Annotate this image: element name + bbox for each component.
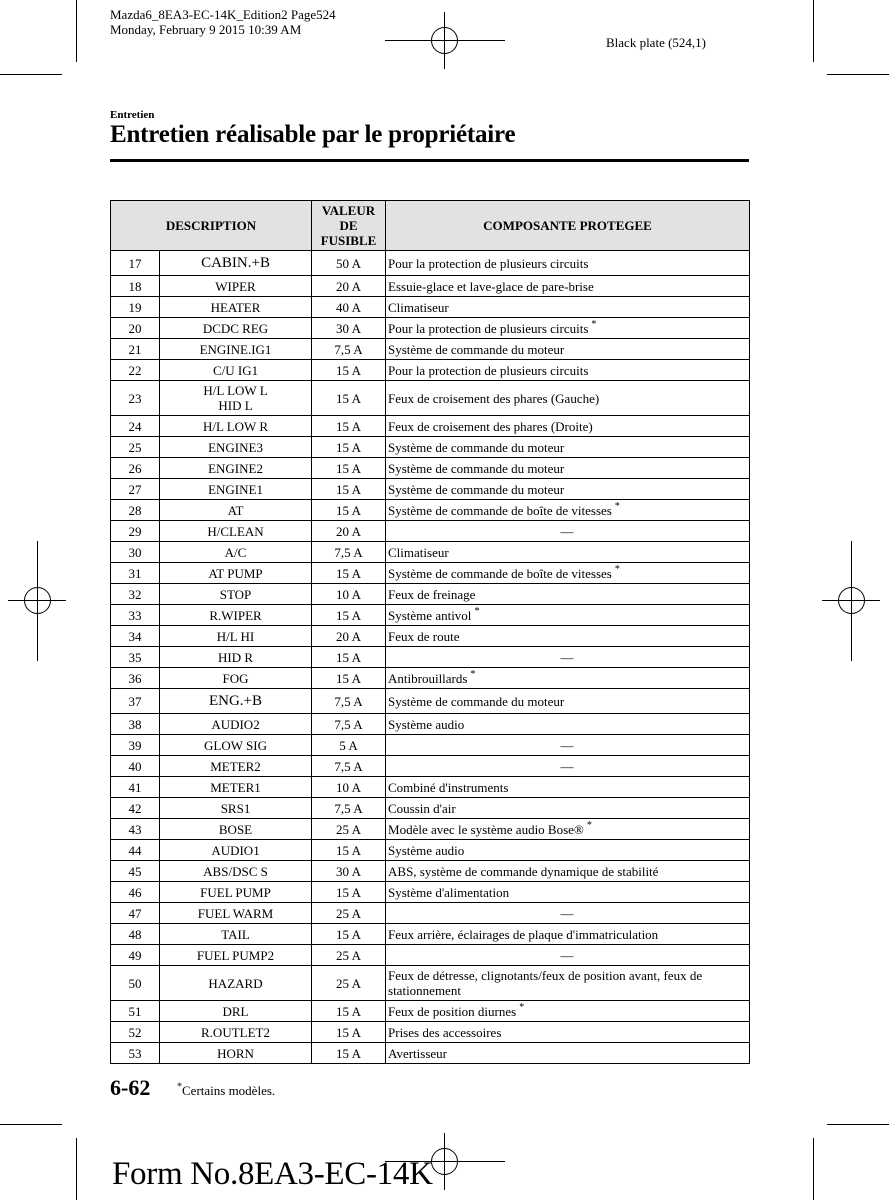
table-row bbox=[111, 689, 750, 714]
fuse-number-cell: 45 bbox=[111, 861, 160, 882]
fuse-value-cell: 7,5 A bbox=[312, 714, 386, 735]
table-row bbox=[111, 735, 750, 756]
protected-component-text: Avertisseur bbox=[388, 1045, 447, 1061]
fuse-description-cell bbox=[160, 668, 312, 689]
fuse-value-cell: 15 A bbox=[312, 882, 386, 903]
table-row bbox=[111, 251, 750, 276]
fuse-value-cell: 7,5 A bbox=[312, 756, 386, 777]
plate-label: Black plate (524,1) bbox=[606, 35, 706, 50]
protected-component-text: Système audio bbox=[388, 716, 465, 732]
fuse-description-cell bbox=[160, 903, 312, 924]
protected-component-cell bbox=[386, 416, 750, 437]
fuse-description-cell bbox=[160, 542, 312, 563]
fuse-value-cell: 10 A bbox=[312, 584, 386, 605]
protected-component-cell bbox=[386, 251, 750, 276]
fuse-number-cell: 44 bbox=[111, 840, 160, 861]
protected-component-text: Modèle avec le système audio Bose® bbox=[388, 821, 584, 837]
fuse-description-cell bbox=[160, 714, 312, 735]
fuse-value-cell: 15 A bbox=[312, 668, 386, 689]
fuse-number-cell: 25 bbox=[111, 437, 160, 458]
fuse-description-cell bbox=[160, 735, 312, 756]
protected-component-cell bbox=[386, 318, 750, 339]
table-row bbox=[111, 714, 750, 735]
fuse-number-cell: 31 bbox=[111, 563, 160, 584]
protected-component-text: Pour la protection de plusieurs circuits bbox=[388, 255, 589, 271]
protected-component-cell bbox=[386, 861, 750, 882]
fuse-number-cell: 23 bbox=[111, 381, 160, 416]
fuse-number-cell: 20 bbox=[111, 318, 160, 339]
table-row bbox=[111, 903, 750, 924]
fuse-description-line: R.OUTLET2 bbox=[201, 1024, 270, 1040]
protected-component-cell bbox=[386, 777, 750, 798]
fuse-description-line: H/L LOW L bbox=[203, 383, 268, 398]
protected-component-cell bbox=[386, 1001, 750, 1022]
protected-component-cell bbox=[386, 297, 750, 318]
table-row bbox=[111, 966, 750, 1001]
some-models-asterisk: * bbox=[586, 820, 592, 832]
fuse-description-cell bbox=[160, 605, 312, 626]
protected-component-cell bbox=[386, 458, 750, 479]
fuse-description-cell bbox=[160, 1043, 312, 1064]
header-component: COMPOSANTE PROTEGEE bbox=[386, 201, 750, 251]
table-row bbox=[111, 945, 750, 966]
protected-component-text: Essuie-glace et lave-glace de pare-brise bbox=[388, 278, 594, 294]
fuse-value-cell: 10 A bbox=[312, 777, 386, 798]
fuse-number-cell: 34 bbox=[111, 626, 160, 647]
header-description: DESCRIPTION bbox=[111, 201, 312, 251]
fuse-description-cell bbox=[160, 840, 312, 861]
protected-component-cell bbox=[386, 668, 750, 689]
fuse-description-cell bbox=[160, 297, 312, 318]
header-fuse-value-line: FUSIBLE bbox=[320, 233, 377, 248]
table-row bbox=[111, 437, 750, 458]
protected-component-cell bbox=[386, 605, 750, 626]
protected-component-text: Coussin d'air bbox=[388, 800, 456, 816]
not-applicable-dash: — bbox=[560, 737, 574, 753]
table-row bbox=[111, 1001, 750, 1022]
fuse-description-cell bbox=[160, 882, 312, 903]
fuse-description-line: ENG.+B bbox=[208, 692, 263, 709]
table-row bbox=[111, 479, 750, 500]
fuse-number-cell: 53 bbox=[111, 1043, 160, 1064]
fuse-value-cell: 30 A bbox=[312, 318, 386, 339]
table-row bbox=[111, 542, 750, 563]
protected-component-cell bbox=[386, 339, 750, 360]
fuse-description-line: A/C bbox=[224, 544, 247, 560]
protected-component-cell bbox=[386, 542, 750, 563]
fuse-description-cell bbox=[160, 318, 312, 339]
table-row bbox=[111, 777, 750, 798]
fuse-number-cell: 28 bbox=[111, 500, 160, 521]
fuse-description-cell bbox=[160, 458, 312, 479]
fuse-description-line: H/CLEAN bbox=[207, 523, 264, 539]
table-row bbox=[111, 500, 750, 521]
table-row bbox=[111, 1022, 750, 1043]
print-job-filename: Mazda6_8EA3-EC-14K_Edition2 Page524 bbox=[110, 7, 336, 22]
fuse-description-cell bbox=[160, 437, 312, 458]
fuse-description-cell bbox=[160, 416, 312, 437]
footnote-asterisk: * bbox=[177, 1081, 182, 1093]
fuse-description-line: FOG bbox=[222, 670, 249, 686]
table-row bbox=[111, 416, 750, 437]
protected-component-text: Système de commande du moteur bbox=[388, 693, 565, 709]
some-models-asterisk: * bbox=[519, 1002, 525, 1014]
table-row bbox=[111, 1043, 750, 1064]
table-row bbox=[111, 756, 750, 777]
fuse-value-cell: 15 A bbox=[312, 1022, 386, 1043]
protected-component-text: Feux de croisement des phares (Gauche) bbox=[388, 390, 600, 406]
fuse-number-cell: 21 bbox=[111, 339, 160, 360]
header-fuse-value-line: VALEUR bbox=[321, 203, 376, 218]
fuse-number-cell: 38 bbox=[111, 714, 160, 735]
fuse-number-cell: 48 bbox=[111, 924, 160, 945]
fuse-description-cell bbox=[160, 563, 312, 584]
protected-component-text: Système de commande du moteur bbox=[388, 341, 565, 357]
fuse-description-line: ENGINE3 bbox=[208, 439, 263, 455]
fuse-number-cell: 30 bbox=[111, 542, 160, 563]
protected-component-cell bbox=[386, 479, 750, 500]
fuse-value-cell: 15 A bbox=[312, 437, 386, 458]
fuse-description-line: AUDIO1 bbox=[211, 842, 260, 858]
fuse-number-cell: 50 bbox=[111, 966, 160, 1001]
fuse-table bbox=[110, 200, 750, 1064]
protected-component-cell bbox=[386, 1022, 750, 1043]
protected-component-cell bbox=[386, 584, 750, 605]
fuse-description-cell bbox=[160, 966, 312, 1001]
fuse-value-cell: 15 A bbox=[312, 458, 386, 479]
table-row bbox=[111, 626, 750, 647]
fuse-description-cell bbox=[160, 626, 312, 647]
fuse-description-line: ABS/DSC S bbox=[203, 863, 268, 879]
table-row bbox=[111, 668, 750, 689]
fuse-description-line: METER2 bbox=[210, 758, 261, 774]
fuse-description-line: METER1 bbox=[210, 779, 261, 795]
protected-component-cell bbox=[386, 437, 750, 458]
protected-component-text: Feux de position diurnes bbox=[388, 1003, 517, 1019]
fuse-description-line: C/U IG1 bbox=[212, 362, 259, 378]
table-row bbox=[111, 861, 750, 882]
fuse-description-cell bbox=[160, 381, 312, 416]
fuse-description-cell bbox=[160, 647, 312, 668]
protected-component-cell bbox=[386, 626, 750, 647]
fuse-value-cell: 15 A bbox=[312, 381, 386, 416]
fuse-description-line: R.WIPER bbox=[209, 607, 262, 623]
table-row bbox=[111, 339, 750, 360]
fuse-number-cell: 43 bbox=[111, 819, 160, 840]
protected-component-text: Prises des accessoires bbox=[388, 1024, 502, 1040]
fuse-description-line: HAZARD bbox=[208, 975, 263, 991]
not-applicable-dash: — bbox=[560, 905, 574, 921]
protected-component-text: Combiné d'instruments bbox=[388, 779, 509, 795]
fuse-value-cell: 20 A bbox=[312, 626, 386, 647]
fuse-value-cell: 20 A bbox=[312, 276, 386, 297]
fuse-number-cell: 33 bbox=[111, 605, 160, 626]
fuse-description-cell bbox=[160, 945, 312, 966]
fuse-description-cell bbox=[160, 689, 312, 714]
fuse-value-cell: 15 A bbox=[312, 1001, 386, 1022]
section-label: Entretien bbox=[110, 109, 155, 121]
table-row bbox=[111, 458, 750, 479]
protected-component-cell bbox=[386, 563, 750, 584]
protected-component-text: Pour la protection de plusieurs circuits bbox=[388, 320, 589, 336]
fuse-description-line: FUEL WARM bbox=[197, 905, 274, 921]
not-applicable-dash: — bbox=[560, 947, 574, 963]
table-row bbox=[111, 360, 750, 381]
table-row bbox=[111, 584, 750, 605]
fuse-description-cell bbox=[160, 584, 312, 605]
fuse-description-cell bbox=[160, 861, 312, 882]
fuse-description-line: H/L HI bbox=[216, 628, 255, 644]
fuse-description-line: AUDIO2 bbox=[211, 716, 260, 732]
print-job-timestamp: Monday, February 9 2015 10:39 AM bbox=[110, 22, 302, 37]
protected-component-cell bbox=[386, 903, 750, 924]
page-number: 6-62 bbox=[110, 1075, 151, 1100]
protected-component-text: Antibrouillards bbox=[388, 670, 468, 686]
protected-component-cell bbox=[386, 521, 750, 542]
form-number: Form No.8EA3-EC-14K bbox=[112, 1156, 433, 1192]
fuse-number-cell: 40 bbox=[111, 756, 160, 777]
fuse-value-cell: 7,5 A bbox=[312, 689, 386, 714]
fuse-description-line: FUEL PUMP bbox=[200, 884, 271, 900]
protected-component-cell bbox=[386, 735, 750, 756]
table-body bbox=[111, 251, 750, 1064]
fuse-value-cell: 5 A bbox=[312, 735, 386, 756]
fuse-value-cell: 30 A bbox=[312, 861, 386, 882]
table-row bbox=[111, 924, 750, 945]
fuse-description-cell bbox=[160, 819, 312, 840]
fuse-number-cell: 52 bbox=[111, 1022, 160, 1043]
protected-component-text: Système de commande du moteur bbox=[388, 481, 565, 497]
protected-component-text: Système d'alimentation bbox=[388, 884, 510, 900]
protected-component-cell bbox=[386, 966, 750, 1001]
fuse-description-line: TAIL bbox=[221, 926, 250, 942]
protected-component-cell bbox=[386, 840, 750, 861]
protected-component-cell bbox=[386, 882, 750, 903]
some-models-asterisk: * bbox=[474, 606, 480, 618]
protected-component-text: Système de commande du moteur bbox=[388, 460, 565, 476]
table-header-row bbox=[111, 201, 750, 251]
not-applicable-dash: — bbox=[560, 649, 574, 665]
fuse-value-cell: 50 A bbox=[312, 251, 386, 276]
fuse-description-cell bbox=[160, 756, 312, 777]
fuse-description-line: HORN bbox=[217, 1045, 254, 1061]
protected-component-text: Climatiseur bbox=[388, 544, 449, 560]
fuse-description-line: AT bbox=[227, 502, 244, 518]
protected-component-cell bbox=[386, 276, 750, 297]
protected-component-cell bbox=[386, 798, 750, 819]
table-row bbox=[111, 318, 750, 339]
protected-component-text: Pour la protection de plusieurs circuits bbox=[388, 362, 589, 378]
fuse-number-cell: 47 bbox=[111, 903, 160, 924]
some-models-asterisk: * bbox=[614, 564, 620, 576]
fuse-description-cell bbox=[160, 251, 312, 276]
fuse-description-line: H/L LOW R bbox=[203, 418, 268, 434]
fuse-value-cell: 20 A bbox=[312, 521, 386, 542]
fuse-value-cell: 15 A bbox=[312, 416, 386, 437]
fuse-description-line: HID L bbox=[218, 398, 253, 413]
protected-component-cell bbox=[386, 381, 750, 416]
fuse-description-cell bbox=[160, 1001, 312, 1022]
fuse-number-cell: 32 bbox=[111, 584, 160, 605]
some-models-asterisk: * bbox=[591, 319, 597, 331]
fuse-description-cell bbox=[160, 924, 312, 945]
protected-component-cell bbox=[386, 1043, 750, 1064]
fuse-number-cell: 26 bbox=[111, 458, 160, 479]
fuse-value-cell: 15 A bbox=[312, 924, 386, 945]
fuse-value-cell: 15 A bbox=[312, 479, 386, 500]
table-row bbox=[111, 647, 750, 668]
fuse-value-cell: 15 A bbox=[312, 563, 386, 584]
fuse-number-cell: 36 bbox=[111, 668, 160, 689]
fuse-number-cell: 27 bbox=[111, 479, 160, 500]
fuse-description-line: BOSE bbox=[218, 821, 253, 837]
fuse-description-line: ENGINE1 bbox=[208, 481, 263, 497]
protected-component-text: Système de commande du moteur bbox=[388, 439, 565, 455]
protected-component-text: Feux de croisement des phares (Droite) bbox=[388, 418, 593, 434]
fuse-description-line: AT PUMP bbox=[208, 565, 263, 581]
protected-component-text: Feux de route bbox=[388, 628, 460, 644]
fuse-number-cell: 42 bbox=[111, 798, 160, 819]
fuse-number-cell: 41 bbox=[111, 777, 160, 798]
fuse-number-cell: 19 bbox=[111, 297, 160, 318]
footnote bbox=[177, 1083, 275, 1099]
fuse-description-line: CABIN.+B bbox=[201, 254, 270, 271]
fuse-description-cell bbox=[160, 1022, 312, 1043]
fuse-value-cell: 15 A bbox=[312, 840, 386, 861]
fuse-description-line: ENGINE2 bbox=[208, 460, 263, 476]
fuse-description-line: HEATER bbox=[210, 299, 261, 315]
fuse-description-cell bbox=[160, 500, 312, 521]
protected-component-text: Climatiseur bbox=[388, 299, 449, 315]
protected-component-text: Système audio bbox=[388, 842, 465, 858]
fuse-value-cell: 25 A bbox=[312, 819, 386, 840]
fuse-description-line: WIPER bbox=[215, 278, 256, 294]
fuse-description-line: FUEL PUMP2 bbox=[196, 947, 275, 963]
header-fuse-value-line: DE bbox=[339, 218, 358, 233]
fuse-value-cell: 7,5 A bbox=[312, 339, 386, 360]
protected-component-cell bbox=[386, 360, 750, 381]
table-row bbox=[111, 798, 750, 819]
fuse-number-cell: 29 bbox=[111, 521, 160, 542]
some-models-asterisk: * bbox=[614, 501, 620, 513]
fuse-description-line: ENGINE.IG1 bbox=[199, 341, 272, 357]
protected-component-text: Système de commande de boîte de vitesses bbox=[388, 502, 612, 518]
protected-component-cell bbox=[386, 756, 750, 777]
fuse-value-cell: 15 A bbox=[312, 605, 386, 626]
fuse-number-cell: 22 bbox=[111, 360, 160, 381]
table-row bbox=[111, 882, 750, 903]
fuse-description-cell bbox=[160, 339, 312, 360]
fuse-value-cell: 15 A bbox=[312, 360, 386, 381]
protected-component-text: Système antivol bbox=[388, 607, 472, 623]
fuse-description-line: SRS1 bbox=[220, 800, 251, 816]
fuse-number-cell: 35 bbox=[111, 647, 160, 668]
fuse-number-cell: 24 bbox=[111, 416, 160, 437]
table-row bbox=[111, 819, 750, 840]
fuse-description-cell bbox=[160, 777, 312, 798]
protected-component-text: Feux arrière, éclairages de plaque d'immatriculation bbox=[388, 926, 659, 942]
protected-component-text: Feux de détresse, clignotants/feux de position avant, feux de stationnement bbox=[388, 968, 703, 998]
some-models-asterisk: * bbox=[470, 669, 476, 681]
protected-component-cell bbox=[386, 647, 750, 668]
table-row bbox=[111, 840, 750, 861]
title-rule bbox=[110, 159, 749, 162]
fuse-number-cell: 17 bbox=[111, 251, 160, 276]
not-applicable-dash: — bbox=[560, 758, 574, 774]
table-row bbox=[111, 521, 750, 542]
fuse-number-cell: 37 bbox=[111, 689, 160, 714]
table-row bbox=[111, 276, 750, 297]
page-title: Entretien réalisable par le propriétaire bbox=[110, 121, 516, 148]
table-row bbox=[111, 381, 750, 416]
fuse-value-cell: 7,5 A bbox=[312, 542, 386, 563]
fuse-value-cell: 25 A bbox=[312, 903, 386, 924]
fuse-description-cell bbox=[160, 798, 312, 819]
table-row bbox=[111, 605, 750, 626]
fuse-number-cell: 49 bbox=[111, 945, 160, 966]
protected-component-cell bbox=[386, 924, 750, 945]
fuse-number-cell: 39 bbox=[111, 735, 160, 756]
fuse-description-line: DCDC REG bbox=[202, 320, 269, 336]
protected-component-text: Système de commande de boîte de vitesses bbox=[388, 565, 612, 581]
fuse-description-line: DRL bbox=[222, 1003, 249, 1019]
fuse-description-cell bbox=[160, 276, 312, 297]
not-applicable-dash: — bbox=[560, 523, 574, 539]
protected-component-cell bbox=[386, 714, 750, 735]
fuse-value-cell: 25 A bbox=[312, 966, 386, 1001]
protected-component-cell bbox=[386, 689, 750, 714]
fuse-description-line: STOP bbox=[219, 586, 252, 602]
fuse-number-cell: 46 bbox=[111, 882, 160, 903]
fuse-value-cell: 40 A bbox=[312, 297, 386, 318]
fuse-number-cell: 51 bbox=[111, 1001, 160, 1022]
fuse-value-cell: 7,5 A bbox=[312, 798, 386, 819]
fuse-description-line: HID R bbox=[217, 649, 254, 665]
fuse-number-cell: 18 bbox=[111, 276, 160, 297]
protected-component-cell bbox=[386, 945, 750, 966]
fuse-value-cell: 25 A bbox=[312, 945, 386, 966]
fuse-value-cell: 15 A bbox=[312, 500, 386, 521]
footnote-text: Certains modèles. bbox=[182, 1083, 276, 1098]
protected-component-cell bbox=[386, 819, 750, 840]
header-fuse-value bbox=[312, 201, 386, 251]
fuse-description-cell bbox=[160, 360, 312, 381]
fuse-description-cell bbox=[160, 521, 312, 542]
fuse-description-line: GLOW SIG bbox=[204, 737, 267, 753]
protected-component-text: Feux de freinage bbox=[388, 586, 476, 602]
fuse-description-cell bbox=[160, 479, 312, 500]
table-row bbox=[111, 297, 750, 318]
fuse-value-cell: 15 A bbox=[312, 1043, 386, 1064]
table-row bbox=[111, 563, 750, 584]
protected-component-text: ABS, système de commande dynamique de stabilité bbox=[388, 863, 659, 879]
fuse-value-cell: 15 A bbox=[312, 647, 386, 668]
protected-component-cell bbox=[386, 500, 750, 521]
